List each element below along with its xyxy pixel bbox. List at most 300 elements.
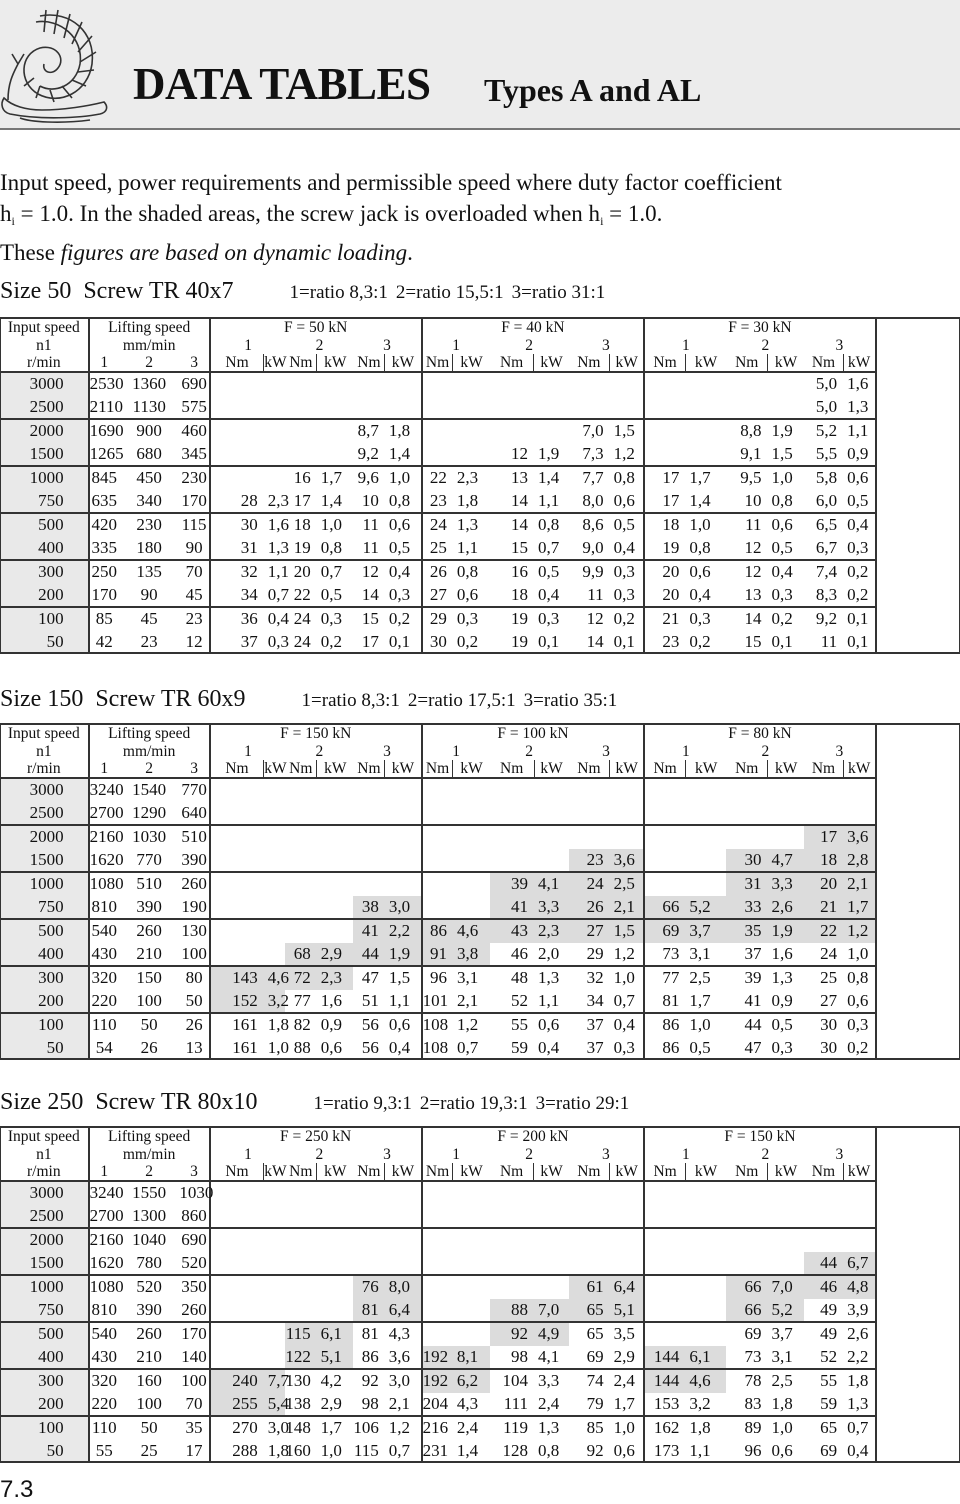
lifting-speed-cell: 770 (119, 849, 180, 873)
torque-cell: 77 (662, 968, 680, 987)
table-row (0, 607, 959, 631)
torque-cell: 52 (490, 990, 534, 1014)
lifting-speed-header: Lifting speed (89, 724, 210, 743)
power-cell (453, 396, 490, 420)
power-cell: 1,5 (385, 966, 422, 990)
input-speed-cell: 500 (0, 919, 89, 943)
lifting-speed-cell: 1290 (119, 802, 180, 826)
power-cell (534, 1181, 569, 1205)
power-cell (685, 849, 726, 873)
torque-cell (353, 778, 384, 802)
torque-cell (285, 896, 316, 920)
lifting-speed-cell: 42 (95, 631, 113, 651)
power-cell: 3,1 (456, 968, 479, 987)
kw-unit-header: kW (534, 760, 569, 778)
power-cell: 1,4 (537, 468, 560, 487)
torque-cell (285, 1299, 316, 1323)
table-row (0, 990, 959, 1014)
lifting-speed-cell: 390 (119, 896, 180, 920)
size-label: Size 150 (0, 686, 84, 712)
power-cell (264, 1322, 286, 1346)
torque-cell (644, 1252, 685, 1276)
torque-cell (644, 825, 685, 849)
torque-cell (285, 1181, 316, 1205)
power-cell (264, 896, 286, 920)
torque-cell: 161 (232, 1037, 258, 1057)
power-cell: 1,7 (610, 1393, 645, 1417)
torque-cell (569, 802, 610, 826)
torque-cell (285, 872, 316, 896)
lifting-speed-cell: 170 (179, 490, 209, 514)
table-row (0, 1393, 959, 1417)
torque-cell (644, 802, 685, 826)
power-cell: 1,4 (685, 490, 726, 514)
torque-cell: 9,6 (357, 468, 379, 487)
power-cell (610, 1205, 645, 1229)
torque-cell (210, 1205, 264, 1229)
torque-cell: 144 (644, 1369, 685, 1393)
input-speed-cell: 1000 (0, 466, 89, 490)
power-cell (453, 825, 490, 849)
power-cell (385, 1205, 422, 1229)
power-cell: 6,4 (385, 1299, 422, 1323)
mm-min-label: mm/min (89, 337, 210, 354)
table-row (0, 560, 959, 584)
torque-cell (644, 372, 685, 396)
mm-min-label: mm/min (89, 743, 210, 760)
torque-cell: 79 (569, 1393, 610, 1417)
power-cell (534, 849, 569, 873)
torque-cell: 24 (804, 943, 843, 967)
kw-unit-header: kW (264, 760, 287, 777)
power-cell (843, 778, 875, 802)
torque-cell: 17 (361, 631, 379, 651)
power-cell (385, 778, 422, 802)
power-cell: 2,3 (264, 490, 286, 514)
torque-cell: 6,5 (815, 515, 838, 534)
power-cell: 4,1 (534, 1346, 569, 1370)
power-cell (453, 849, 490, 873)
torque-cell (210, 1299, 264, 1323)
power-cell: 5,4 (264, 1393, 286, 1417)
torque-cell (490, 372, 534, 396)
power-cell: 0,4 (534, 584, 569, 608)
torque-cell: 65 (586, 1324, 604, 1343)
power-cell: 1,9 (385, 943, 422, 967)
kw-unit-header: kW (453, 1163, 490, 1181)
torque-cell (210, 919, 264, 943)
torque-cell: 21 (804, 896, 843, 920)
input-speed-cell: 500 (0, 513, 89, 537)
power-cell: 0,2 (610, 607, 645, 631)
power-cell: 0,3 (456, 609, 479, 628)
torque-cell (726, 778, 767, 802)
lifting-speed-header: Lifting speed (89, 318, 210, 337)
intro-line-2 (0, 198, 960, 237)
power-cell: 0,4 (771, 562, 793, 581)
input-speed-cell: 300 (0, 1369, 89, 1393)
torque-cell: 20 (662, 562, 680, 581)
torque-cell: 81 (353, 1299, 384, 1323)
torque-cell: 25 (820, 968, 838, 987)
power-cell: 0,5 (317, 584, 354, 608)
table-row (0, 419, 959, 443)
power-cell: 0,3 (610, 560, 645, 584)
torque-cell: 88 (490, 1299, 534, 1323)
torque-cell: 144 (644, 1346, 685, 1370)
nm-unit-header: Nm (285, 1163, 316, 1181)
power-cell (610, 1228, 645, 1252)
power-cell: 0,2 (689, 631, 711, 651)
power-cell: 0,6 (771, 515, 793, 534)
torque-cell: 22 (429, 468, 447, 487)
power-cell: 1,9 (771, 421, 793, 440)
rmin-label: r/min (0, 760, 89, 778)
torque-cell: 7,0 (582, 421, 604, 440)
size-label: Size 250 (0, 1089, 84, 1115)
lifting-speed-cell: 2160 (89, 1230, 124, 1249)
torque-cell (644, 778, 685, 802)
torque-cell: 30 (240, 515, 258, 534)
power-cell (453, 1322, 490, 1346)
power-cell (385, 849, 422, 873)
torque-cell: 14 (490, 490, 534, 514)
power-cell (317, 802, 354, 826)
input-speed-cell: 100 (0, 607, 89, 631)
power-cell: 0,3 (843, 1013, 875, 1037)
power-cell: 2,2 (843, 1346, 875, 1370)
power-cell: 6,1 (685, 1346, 726, 1370)
power-cell: 4,6 (685, 1369, 726, 1393)
power-cell: 1,0 (843, 943, 875, 967)
lifting-speed-cell: 510 (179, 825, 209, 849)
n1-label: n1 (0, 1146, 89, 1163)
kw-unit-header: kW (385, 354, 422, 372)
power-cell: 0,7 (534, 537, 569, 561)
torque-cell (422, 1252, 453, 1276)
power-cell (453, 802, 490, 826)
torque-cell (490, 1252, 534, 1276)
power-cell: 0,6 (610, 1440, 645, 1463)
torque-cell (210, 1275, 264, 1299)
torque-cell: 17 (804, 825, 843, 849)
ratio-col-header: 2 (315, 743, 324, 760)
lifting-speed-cell: 1540 (132, 780, 167, 799)
ratio-col-header: 3 (804, 743, 875, 760)
torque-cell (422, 825, 453, 849)
power-cell: 2,6 (768, 896, 805, 920)
power-cell (317, 1228, 354, 1252)
torque-cell: 46 (490, 943, 534, 967)
power-cell: 0,3 (267, 631, 290, 651)
power-cell: 1,3 (843, 396, 875, 420)
torque-cell: 37 (240, 631, 258, 651)
table-row (0, 443, 959, 467)
torque-cell: 7,4 (815, 562, 838, 581)
ratio-col-header: 1 (682, 743, 690, 760)
power-cell: 0,2 (385, 607, 422, 631)
torque-cell: 204 (422, 1393, 453, 1417)
lifting-speed-cell: 54 (95, 1037, 113, 1057)
kw-unit-header: kW (534, 1163, 569, 1181)
table-row (0, 778, 959, 802)
nm-unit-header: Nm (726, 760, 767, 778)
power-cell (317, 849, 354, 873)
power-cell (264, 443, 286, 467)
power-cell (317, 1299, 354, 1323)
power-cell: 0,3 (537, 609, 560, 628)
kw-unit-header: kW (843, 760, 875, 778)
power-cell (610, 802, 645, 826)
torque-cell: 29 (429, 609, 447, 628)
power-cell: 0,3 (320, 609, 342, 628)
power-cell: 1,0 (689, 515, 711, 534)
power-cell: 0,4 (385, 1037, 422, 1060)
torque-cell (422, 443, 453, 467)
input-speed-cell: 50 (0, 1037, 89, 1060)
torque-cell: 27 (422, 584, 453, 608)
nm-unit-header: Nm (285, 760, 316, 778)
power-cell: 0,5 (771, 1015, 793, 1034)
power-cell (768, 825, 805, 849)
torque-cell: 16 (510, 562, 528, 581)
ratio-legend (290, 282, 614, 303)
power-cell: 5,2 (685, 896, 726, 920)
power-cell (264, 825, 286, 849)
nm-unit-header: Nm (644, 760, 685, 778)
lifting-speed-cell: 1690 (89, 421, 124, 440)
power-cell: 0,8 (456, 562, 479, 581)
torque-cell: 119 (503, 1418, 528, 1437)
torque-cell (422, 396, 453, 420)
torque-cell: 27 (804, 990, 843, 1014)
ratio-col-header: 1 (244, 743, 252, 760)
table-row (0, 1440, 959, 1463)
power-cell: 0,3 (689, 609, 711, 628)
lifting-speed-cell: 430 (89, 943, 119, 967)
power-cell (317, 1252, 354, 1276)
power-cell: 0,2 (843, 584, 875, 608)
torque-cell (490, 1275, 534, 1299)
torque-cell: 56 (361, 1015, 379, 1034)
power-cell: 7,0 (767, 1275, 804, 1299)
power-cell: 4,8 (843, 1275, 875, 1299)
table-row (0, 1322, 959, 1346)
lifting-speed-cell: 170 (179, 1322, 209, 1346)
power-cell: 0,4 (685, 584, 726, 608)
torque-cell (285, 1228, 316, 1252)
power-cell: 0,4 (843, 513, 875, 537)
torque-cell (644, 1181, 685, 1205)
screw-label: Screw TR 60x9 (95, 686, 246, 712)
torque-cell (804, 1228, 843, 1252)
torque-cell: 240 (210, 1369, 264, 1393)
torque-cell (644, 443, 685, 467)
torque-cell (210, 419, 264, 443)
torque-cell: 5,8 (815, 468, 838, 487)
power-cell: 0,8 (537, 515, 560, 534)
lift-ratio-header: 3 (179, 1163, 209, 1181)
power-cell: 3,5 (610, 1322, 645, 1346)
power-cell: 0,7 (456, 1037, 479, 1057)
power-cell: 1,8 (267, 1440, 289, 1460)
input-speed-cell: 400 (0, 943, 89, 967)
torque-cell: 143 (210, 966, 264, 990)
power-cell: 0,3 (610, 584, 645, 608)
input-speed-cell: 100 (0, 1013, 89, 1037)
power-cell: 3,3 (537, 1371, 560, 1390)
torque-cell (422, 372, 453, 396)
nm-unit-header: Nm (422, 354, 453, 372)
power-cell (534, 1275, 569, 1299)
lifting-speed-cell: 50 (179, 990, 209, 1014)
power-cell (767, 372, 804, 396)
torque-cell: 8,7 (357, 421, 379, 440)
lifting-speed-cell: 1620 (89, 1252, 119, 1276)
torque-cell (210, 943, 264, 967)
power-cell: 1,6 (317, 990, 354, 1014)
ratio-col-header: 3 (804, 1146, 875, 1163)
torque-cell: 24 (293, 631, 311, 651)
input-speed-header: Input speed (0, 1127, 89, 1146)
torque-cell (569, 1181, 610, 1205)
ratio-legend (314, 1093, 638, 1114)
torque-cell: 12 (361, 562, 379, 581)
power-cell: 1,3 (843, 1393, 875, 1417)
ratio-item: 1=ratio 8,3:1 (289, 282, 388, 303)
lifting-speed-cell: 90 (119, 584, 180, 608)
torque-cell: 44 (353, 943, 384, 967)
table-row (0, 943, 959, 967)
torque-cell: 35 (726, 919, 767, 943)
power-cell: 0,5 (385, 537, 422, 561)
torque-cell (210, 802, 264, 826)
power-cell: 8,0 (385, 1275, 422, 1299)
lifting-speed-cell: 13 (179, 1037, 209, 1060)
input-speed-cell: 500 (0, 1322, 89, 1346)
power-cell (534, 1252, 569, 1276)
ratio-col-header: 3 (353, 743, 421, 760)
torque-cell (726, 1228, 767, 1252)
torque-cell: 255 (210, 1393, 264, 1417)
power-cell (685, 372, 726, 396)
force-header: F = 40 kN (422, 318, 645, 337)
power-cell: 1,8 (267, 1015, 290, 1034)
torque-cell: 104 (502, 1371, 528, 1390)
torque-cell: 92 (586, 1440, 604, 1460)
torque-cell (490, 396, 534, 420)
lifting-speed-cell: 2700 (89, 802, 119, 826)
torque-cell: 115 (285, 1322, 316, 1346)
power-cell: 0,6 (843, 466, 875, 490)
torque-cell (644, 1275, 685, 1299)
input-speed-cell: 1500 (0, 849, 89, 873)
torque-cell: 33 (726, 896, 767, 920)
torque-cell (285, 372, 316, 396)
lifting-speed-cell: 1040 (132, 1230, 167, 1249)
torque-cell (726, 825, 767, 849)
power-cell (385, 372, 422, 396)
power-cell: 6,2 (453, 1369, 490, 1393)
torque-cell: 160 (285, 1440, 311, 1460)
input-speed-cell: 400 (0, 1346, 89, 1370)
power-cell (610, 396, 645, 420)
torque-cell (490, 778, 534, 802)
power-cell: 0,6 (385, 513, 422, 537)
power-cell: 0,8 (385, 490, 422, 514)
torque-cell: 15 (490, 537, 534, 561)
power-cell: 3,7 (685, 919, 726, 943)
n1-label: n1 (0, 337, 89, 354)
lift-ratio-header: 3 (179, 354, 209, 372)
power-cell: 1,6 (768, 943, 805, 967)
force-header: F = 100 kN (422, 724, 645, 743)
torque-cell: 81 (361, 1324, 379, 1343)
lifting-speed-cell: 420 (91, 515, 118, 534)
snail-logo-icon (0, 2, 112, 126)
lifting-speed-cell: 345 (179, 443, 209, 467)
table-row (0, 1416, 959, 1440)
power-cell: 1,3 (771, 968, 793, 987)
torque-cell (353, 825, 384, 849)
torque-cell: 73 (726, 1346, 767, 1370)
power-cell: 1,3 (456, 515, 479, 534)
ratio-col-header: 3 (569, 743, 645, 760)
input-speed-cell: 100 (0, 1416, 89, 1440)
input-speed-cell: 1500 (0, 1252, 89, 1276)
torque-cell: 47 (361, 968, 379, 987)
ratio-col-header: 1 (452, 1146, 460, 1163)
power-cell (534, 802, 569, 826)
lifting-speed-cell: 23 (140, 631, 158, 651)
torque-cell: 14 (586, 631, 604, 651)
torque-cell (210, 778, 264, 802)
power-cell: 0,8 (317, 537, 354, 561)
nm-unit-header: Nm (210, 760, 264, 778)
torque-cell (490, 1228, 534, 1252)
power-cell: 0,3 (385, 584, 422, 608)
power-cell: 1,0 (610, 966, 645, 990)
input-speed-cell: 50 (0, 1440, 89, 1463)
power-cell (385, 1181, 422, 1205)
input-speed-cell: 300 (0, 560, 89, 584)
lifting-speed-cell: 1360 (132, 374, 167, 393)
power-cell: 0,6 (771, 1440, 793, 1460)
torque-cell: 17 (644, 490, 685, 514)
torque-cell (422, 1275, 453, 1299)
torque-cell: 92 (361, 1371, 379, 1390)
torque-cell: 11 (362, 515, 379, 534)
torque-cell: 23 (569, 849, 610, 873)
torque-cell: 86 (422, 919, 453, 943)
torque-cell: 49 (820, 1324, 838, 1343)
power-cell: 1,9 (768, 919, 805, 943)
power-cell: 3,3 (534, 896, 569, 920)
power-cell: 0,8 (767, 490, 804, 514)
ratio-col-header: 2 (525, 743, 534, 760)
lifting-speed-cell: 100 (119, 1393, 180, 1417)
power-cell (685, 778, 726, 802)
power-cell: 1,6 (267, 515, 290, 534)
torque-cell (210, 825, 264, 849)
torque-cell: 56 (361, 1037, 379, 1057)
power-cell (768, 802, 805, 826)
torque-cell: 8,0 (569, 490, 610, 514)
lifting-speed-cell: 135 (136, 562, 162, 581)
lifting-speed-cell: 100 (179, 1369, 209, 1393)
torque-cell: 15 (744, 631, 762, 651)
power-cell (610, 372, 645, 396)
